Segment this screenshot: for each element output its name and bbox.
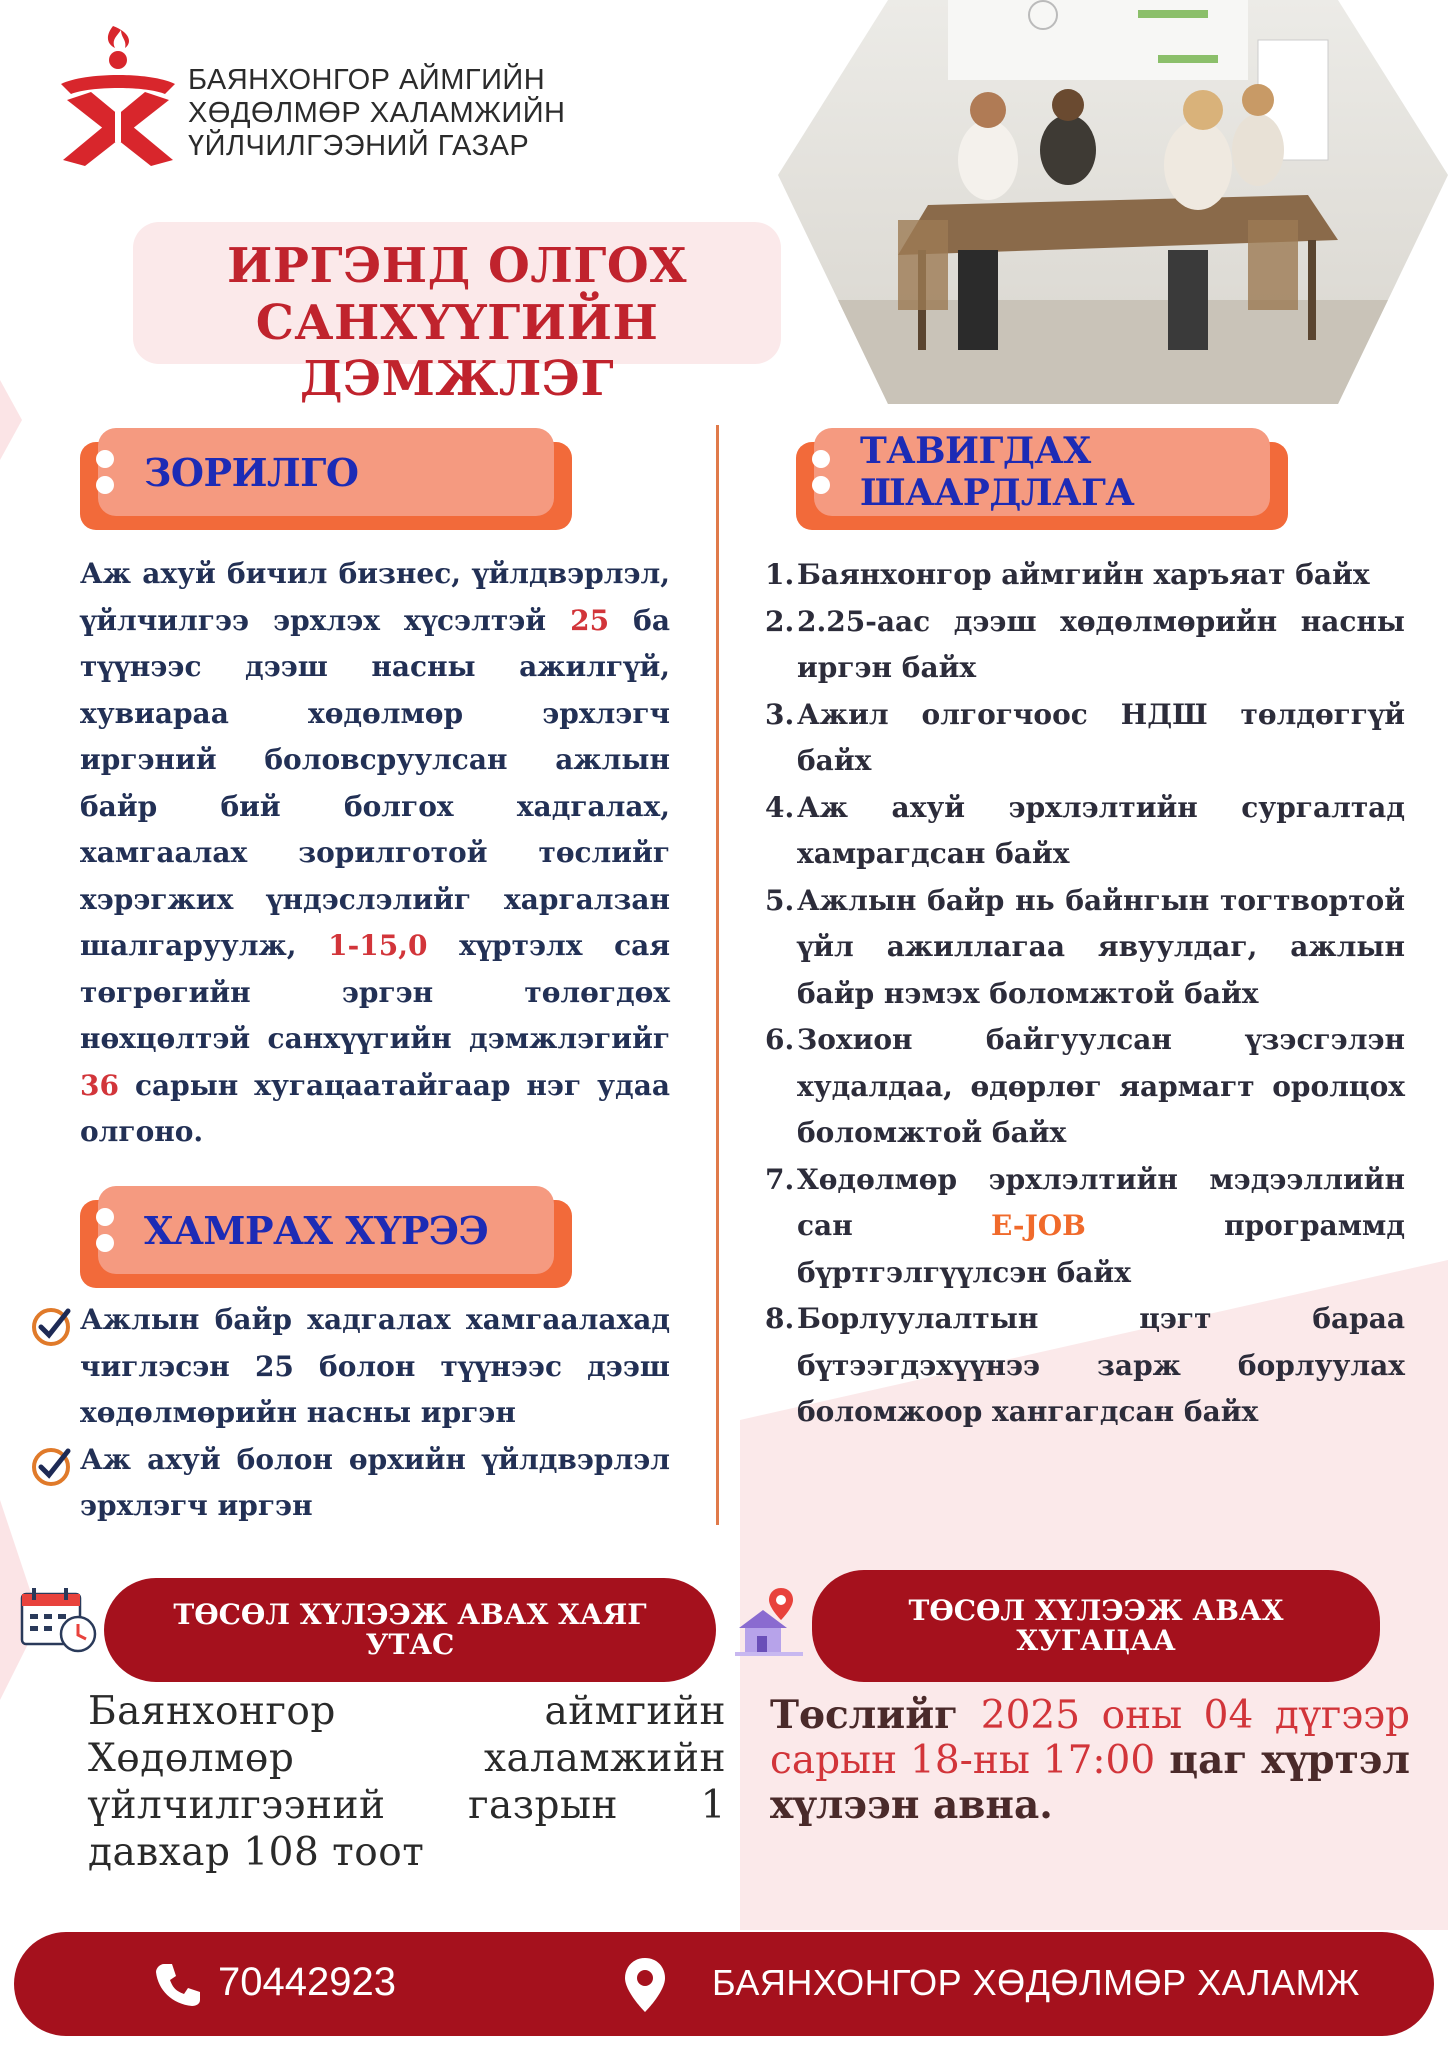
req-text: Борлуулалтын цэгт бараа бүтээгдэхүүнээ зарж борлуулах боломжоор хангагдсан байх — [797, 1302, 1405, 1428]
page-title-line-1: ИРГЭНД ОЛГОХ — [227, 238, 687, 294]
list-item — [765, 692, 1405, 785]
req-number: 6. — [765, 1023, 795, 1056]
logo-line-1: БАЯНХОНГОР АЙМГИЙН — [188, 64, 546, 96]
list-item — [765, 1157, 1405, 1297]
req-number: 3. — [765, 697, 795, 731]
address-pill — [104, 1578, 716, 1682]
req-text: Ажил олгогчоос НДШ төлдөггүй байх — [797, 697, 1405, 777]
req-number: 2. — [765, 604, 795, 638]
requirements-heading-tag — [796, 430, 1288, 530]
list-item — [30, 1437, 670, 1530]
checkmark-circle-icon — [30, 1305, 72, 1347]
list-item — [765, 552, 1405, 599]
footer-bar — [14, 1932, 1434, 2036]
req-text: Зохион байгуулсан үзэсгэлэн худалдаа, өдөрлөг яармагт оролцох боломжтой байх — [797, 1023, 1405, 1149]
req-text: 2.25-аас дээш хөдөлмөрийн насны иргэн байх — [797, 604, 1405, 684]
list-item — [30, 1297, 670, 1437]
list-item — [765, 599, 1405, 692]
footer-location[interactable]: БАЯНХОНГОР ХӨДӨЛМӨР ХАЛАМЖ — [712, 1962, 1360, 2003]
scope-heading: ХАМРАХ ХҮРЭЭ — [144, 1207, 489, 1253]
goal-text-part: хүртэлх сая төгрөгийн эргэн төлөгдөх нөхцөлтэй санхүүгийн дэмжлэгийг — [80, 929, 670, 1055]
meeting-photo — [778, 0, 1448, 404]
req-text: программд бүртгэлгүүлсэн байх — [797, 1209, 1406, 1289]
goal-text-part: Аж ахуй бичил бизнес, үйлдвэрлэл, үйлчилгээ эрхлэх хүсэлтэй — [80, 557, 670, 637]
house-location-icon — [735, 1586, 803, 1658]
phone-icon — [154, 1960, 202, 2008]
ejob-highlight: E-JOB — [990, 1209, 1086, 1242]
logo-icon — [55, 22, 185, 167]
list-item — [765, 1017, 1405, 1157]
deadline-text-part: цаг хүртэл хүлээн авна. — [770, 1737, 1410, 1828]
logo-line-3: ҮЙЛЧИЛГЭЭНИЙ ГАЗАР — [188, 130, 530, 162]
requirements-list — [765, 552, 1405, 1436]
goal-months-highlight: 36 — [80, 1068, 119, 1102]
goal-age-highlight: 25 — [570, 603, 610, 637]
goal-text-part: ба түүнээс дээш насны ажилгүй, хувиараа хөдөлмөр эрхлэгч иргэний боловсруулсан ажлын байр бий болгох хадгалах, хамгаалах зорилготой төслийг хэрэгжих үндэслэлийг харгалзан шалгаруулж, — [80, 603, 670, 962]
req-number: 4. — [765, 790, 795, 824]
req-number: 1. — [765, 558, 795, 591]
req-number: 5. — [765, 883, 795, 917]
deadline-pill — [812, 1570, 1380, 1682]
deadline-pill-label: ТӨСӨЛ ХҮЛЭЭЖ АВАХ ХУГАЦАА — [908, 1594, 1284, 1657]
req-number: 8. — [765, 1302, 795, 1335]
logo — [55, 22, 575, 172]
list-item — [765, 878, 1405, 1018]
list-item — [765, 785, 1405, 878]
logo-line-2: ХӨДӨЛМӨР ХАЛАМЖИЙН — [188, 97, 566, 129]
scope-item-text: Аж ахуй болон өрхийн үйлдвэрлэл эрхлэгч иргэн — [80, 1442, 670, 1522]
scope-item-text: Ажлын байр хадгалах хамгаалахад чиглэсэн 25 болон түүнээс дээш хөдөлмөрийн насны иргэн — [80, 1303, 670, 1429]
goal-text — [80, 551, 670, 1156]
deadline-date-highlight: 2025 оны 04 дүгээр сарын 18-ны 17:00 — [770, 1693, 1410, 1783]
scope-list — [30, 1297, 670, 1530]
goal-amount-highlight: 1-15,0 — [328, 929, 428, 962]
goal-text-part: сарын хугацаатайгаар нэг удаа олгоно. — [80, 1068, 670, 1148]
calendar-clock-icon — [20, 1588, 98, 1654]
req-text: Ажлын байр нь байнгын тогтвортой үйл ажиллагаа явуулдаг, ажлын байр нэмэх боломжтой байх — [797, 883, 1405, 1010]
page-title-line-2: САНХҮҮГИЙН ДЭМЖЛЭГ — [255, 295, 659, 407]
req-text: Хөдөлмөр эрхлэлтийн мэдээллийн сан — [797, 1162, 1405, 1242]
checkmark-circle-icon — [30, 1445, 72, 1487]
req-text: Баянхонгор аймгийн харъяат байх — [797, 558, 1370, 591]
address-text: Баянхонгор аймгийн Хөдөлмөр халамжийн үйлчилгээний газрын 1 давхар 108 тоот — [88, 1689, 726, 1875]
list-item — [765, 1296, 1405, 1436]
req-number: 7. — [765, 1162, 795, 1196]
deadline-text — [770, 1693, 1410, 1828]
address-pill-label: ТӨСӨЛ ХҮЛЭЭЖ АВАХ ХАЯГ УТАС — [173, 1598, 647, 1661]
deadline-text-part: Төслийг — [770, 1692, 981, 1738]
column-divider — [716, 425, 719, 1525]
scope-heading-tag — [80, 1200, 572, 1288]
requirements-heading: ТАВИГДАХ ШААРДЛАГА — [860, 430, 1135, 514]
footer-phone[interactable]: 70442923 — [218, 1960, 396, 2004]
goal-heading: ЗОРИЛГО — [144, 449, 359, 495]
req-text: Аж ахуй эрхлэлтийн сургалтад хамрагдсан байх — [797, 790, 1405, 870]
map-pin-icon — [622, 1956, 668, 2014]
goal-heading-tag — [80, 442, 572, 530]
